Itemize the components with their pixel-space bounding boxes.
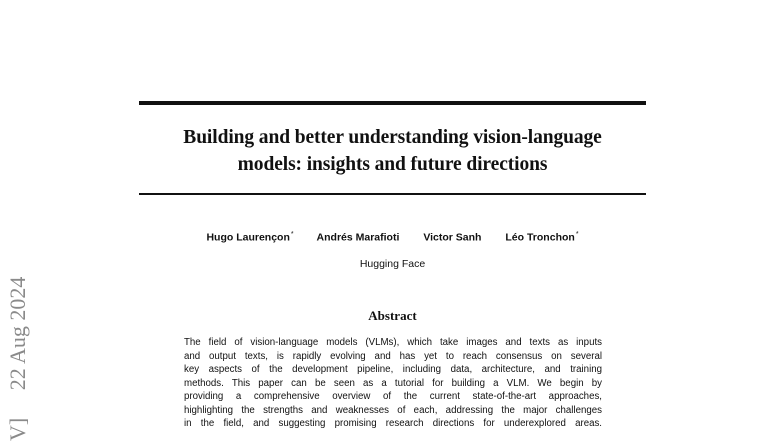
paper-title-line-2: models: insights and future directions	[237, 154, 548, 175]
abstract-line: key aspects of the development pipeline, including data, architecture, and training	[184, 364, 602, 375]
arxiv-side-stamp	[4, 211, 32, 441]
title-bottom-rule	[139, 193, 646, 195]
abstract-line: highlighting the strengths and weaknesses of each, addressing the major challenges	[184, 404, 602, 416]
author-mark: *	[575, 231, 579, 238]
abstract-heading: Abstract	[368, 308, 417, 323]
abstract-line: methods. This paper can be seen as a tutorial for building a VLM. We begin by	[184, 377, 602, 389]
author	[317, 231, 401, 244]
author	[505, 231, 578, 244]
abstract-line: in the field, and suggesting promising research directions for underexplored areas.	[184, 418, 602, 429]
author-list	[139, 231, 646, 244]
arxiv-date: 22 Aug 2024	[5, 276, 30, 391]
author-affiliation: Hugging Face	[359, 258, 426, 270]
arxiv-bracket-fragment: V]	[5, 417, 30, 441]
abstract-line: and output texts, is rapidly evolving and has yet to reach consensus on several	[184, 350, 602, 362]
author	[206, 231, 293, 244]
author-mark: *	[290, 231, 294, 238]
author	[423, 231, 482, 244]
author-name: Andrés Marafioti	[316, 231, 400, 244]
author-name: Victor Sanh	[423, 231, 482, 244]
abstract-body	[184, 336, 602, 431]
abstract-line: providing a comprehensive overview of the current state-of-the-art approaches,	[184, 391, 602, 402]
abstract-line: The field of vision-language models (VLMs), which take images and texts as inputs	[184, 337, 602, 348]
author-name: Léo Tronchon	[505, 231, 575, 244]
paper-title-line-1: Building and better understanding vision-language	[183, 127, 602, 148]
author-name: Hugo Laurençon	[206, 231, 290, 244]
title-top-rule	[139, 101, 646, 105]
paper-title	[139, 124, 646, 178]
